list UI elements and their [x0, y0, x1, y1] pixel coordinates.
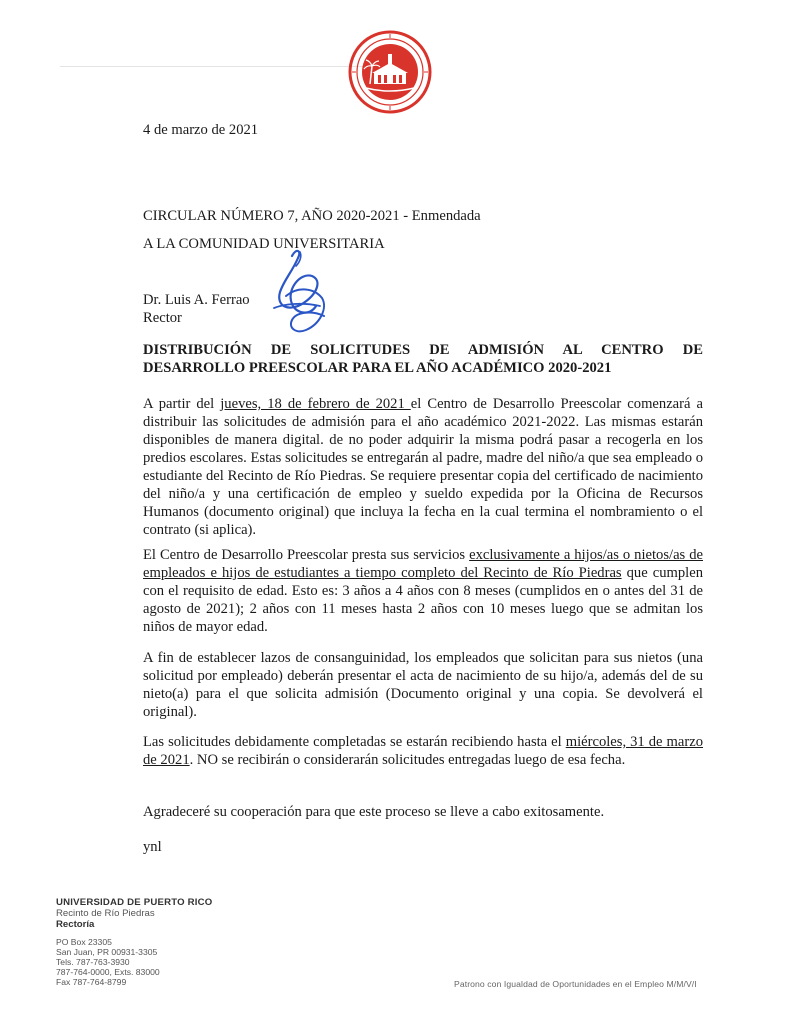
typist-initials: ynl	[143, 839, 162, 855]
p1-start-date: jueves, 18 de febrero de 2021	[220, 396, 411, 412]
footer-office: Rectoría	[56, 919, 95, 930]
letter-date: 4 de marzo de 2021	[143, 122, 259, 138]
handwritten-signature	[262, 246, 336, 342]
p3-text: A fin de establecer lazos de consanguinidad, los empleados que solicitan para sus nietos (una solicitud por empleado) deberán presentar el acta de nacimiento de su hijo/a, además del de su nieto(a) para el que solicita admisión (Documento original y una copia. Se devolverá el original).	[143, 650, 703, 720]
footer-campus: Recinto de Río Piedras	[56, 908, 155, 919]
subject-line-2: DESARROLLO PREESCOLAR PARA EL AÑO ACADÉMICO 2020-2021	[143, 360, 612, 376]
p4-text-end: . NO se recibirán o considerarán solicitudes entregadas luego de esa fecha.	[189, 752, 626, 768]
subject-line-1: DISTRIBUCIÓN DE SOLICITUDES DE ADMISIÓN AL CENTRO DE	[143, 342, 703, 358]
p1-text-end: el Centro de Desarrollo Preescolar comenzará a distribuir las solicitudes de admisión para el año académico 2021-2022. Las mismas estarán disponibles de manera digital. de no poder adquirir la misma podrá pasar a recogerla en los predios escolares. Estas solicitudes se entregarán al padre, madre del niño/a que sea empleado o estudiante del Recinto de Río Piedras. Se requiere presentar copia del certificado de nacimiento del niño/a y una certificación de empleo y sueldo expedida por la Oficina de Recursos Humanos (documento original) que incluya la fecha en la cual termina el nombramiento o el contrato (si aplica).	[143, 396, 703, 538]
p2-eligibility: exclusivamente a hijos/as o nietos/as de empleados e hijos de estudiantes a tiempo completo del Recinto de Río Piedras	[143, 547, 703, 581]
circular-number: CIRCULAR NÚMERO 7, AÑO 2020-2021 - Enmendada	[143, 208, 481, 224]
p5-text: Agradeceré su cooperación para que este proceso se lleve a cabo exitosamente.	[143, 804, 605, 820]
footer-address-line: 787-764-0000, Exts. 83000	[56, 967, 160, 977]
footer-address-block	[56, 897, 212, 987]
audience-line: A LA COMUNIDAD UNIVERSITARIA	[143, 236, 385, 252]
footer-address-line: PO Box 23305	[56, 937, 112, 947]
closing-paragraph	[143, 803, 703, 821]
footer-address-line: San Juan, PR 00931-3305	[56, 947, 158, 957]
p4-text-start: Las solicitudes debidamente completadas se estarán recibiendo hasta el	[143, 734, 566, 750]
p4-deadline: miércoles, 31 de marzo de 2021	[143, 734, 703, 768]
p2-text-end: que cumplen con el requisito de edad. Esto es: 3 años a 4 años con 8 meses (cumplidos en o antes del 31 de agosto de 2021); 2 años con 11 meses hasta 2 años con 10 meses luego que se admitan los niños de mayor edad.	[143, 565, 703, 635]
p2-text-start: El Centro de Desarrollo Preescolar presta sus servicios	[143, 547, 470, 563]
paragraph-4	[143, 733, 703, 769]
paragraph-3	[143, 649, 703, 721]
university-seal-logo	[348, 30, 432, 114]
p1-text-start: A partir del	[143, 396, 221, 412]
paragraph-1	[143, 395, 703, 539]
signer-block	[143, 291, 250, 327]
signer-name: Dr. Luis A. Ferrao	[143, 292, 250, 308]
footer-address-line: Tels. 787-763-3930	[56, 957, 130, 967]
subject-heading	[143, 341, 703, 377]
footer-university: UNIVERSIDAD DE PUERTO RICO	[56, 897, 213, 908]
paragraph-2	[143, 546, 703, 636]
footer-address-line: Fax 787-764-8799	[56, 977, 127, 987]
equal-opportunity-statement: Patrono con Igualdad de Oportunidades en el Empleo M/M/V/I	[454, 979, 697, 989]
signer-title: Rector	[143, 310, 182, 326]
footer-address	[56, 937, 212, 987]
